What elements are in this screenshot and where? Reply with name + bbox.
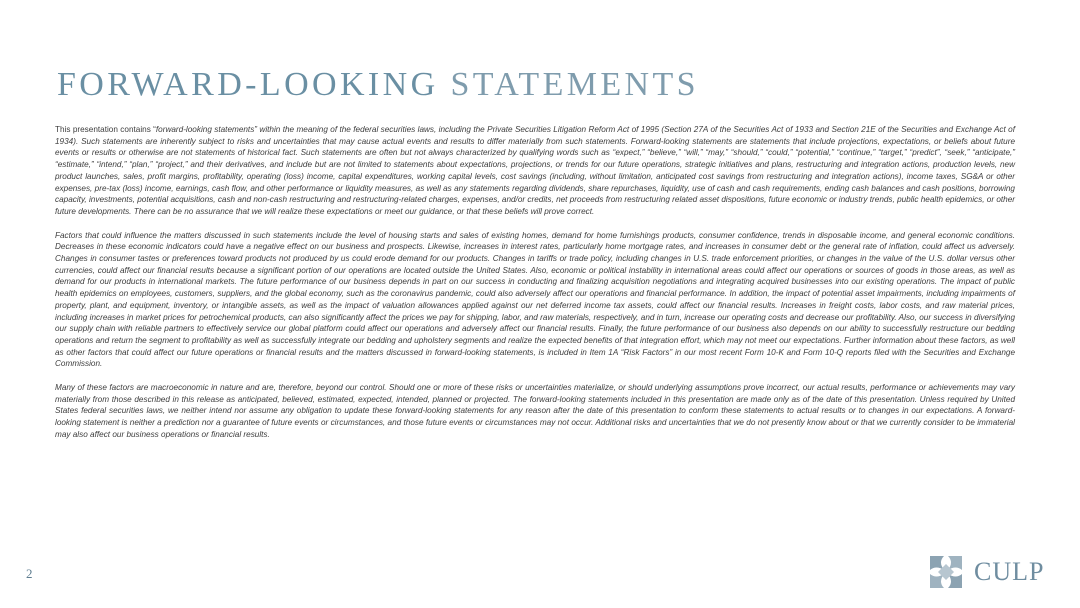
paragraph-1-lead: This presentation contains “ <box>55 125 156 134</box>
disclaimer-paragraph-3: Many of these factors are macroeconomic in nature and are, therefore, beyond our control. Should one or more of these risks or uncertainties materialize, or should underlying assumptions prove incorrect, our actual results, performance or achievements may vary materially from those described in this release as anticipated, believed, estimated, expected, intended, planned or projected. The forward-looking statements included in this presentation are made only as of the date of this presentation. Unless required by United States federal securities laws, we neither intend nor assume any obligation to update these forward-looking statements for any reason after the date of this presentation to conform these statements to actual results or to changes in our expectations. A forward-looking statement is neither a prediction nor a guarantee of future events or circumstances, and those future events or circumstances may not occur. Additional risks and uncertainties that we do not presently know about or that we currently consider to be immaterial may also affect our business operations or financial results. <box>55 383 1015 439</box>
disclaimer-body <box>55 124 1015 453</box>
disclaimer-paragraph-1 <box>55 124 1015 218</box>
culp-logo-mark-icon <box>928 554 964 590</box>
culp-logo-text: CULP <box>974 557 1045 586</box>
culp-logo <box>928 552 1044 592</box>
page-title <box>57 66 699 104</box>
disclaimer-paragraph-2: Factors that could influence the matters discussed in such statements include the level of housing starts and sales of existing homes, demand for home furnishings products, consumer confidence, trends in disposable income, and general economic conditions. Decreases in these economic indicators could have a negative effect on our business and prospects. Likewise, increases in interest rates, particularly home mortgage rates, and increases in consumer debt or the general rate of inflation, could affect us adversely. Changes in consumer tastes or preferences toward products not produced by us could erode demand for our products. Changes in tariffs or trade policy, including changes in U.S. trade enforcement priorities, or changes in the value of the U.S. dollar versus other currencies, could affect our financial results because a significant portion of our operations are located outside the United States. Also, economic or political instability in international areas could affect our operations or sources of goods in those areas, as well as demand for our products in international markets. The future performance of our business depends in part on our success in conducting and finalizing acquisition negotiations and integrating acquired businesses into our existing operations. The impact of public health epidemics on employees, customers, suppliers, and the global economy, such as the coronavirus pandemic, could also adversely affect our operations and financial performance. In addition, the impact of potential asset impairments, including impairments of property, plant, and equipment, inventory, or intangible assets, as well as the impact of valuation allowances applied against our net deferred income tax assets, could affect our financial results. Increases in freight costs, labor costs, and raw material prices, including increases in market prices for petrochemical products, can also significantly affect the prices we pay for shipping, labor, and raw materials, respectively, and in turn, increase our operating costs and decrease our profitability. Also, our success in diversifying our supply chain with reliable partners to effectively service our global platform could affect our operations and adversely affect our financial results. Finally, the future performance of our business also depends on our ability to successfully restructure our bedding operations and return the segment to profitability as well as successfully integrate our bedding and upholstery segments and realize the expected benefits of that integration effort, which may not meet our expectations. Further information about these factors, as well as other factors that could affect our future operations or financial results and the matters discussed in forward-looking statements, is included in Item 1A “Risk Factors” in our most recent Form 10-K and Form 10-Q reports filed with the Securities and Exchange Commission. <box>55 230 1015 369</box>
page-title-part2: STATEMENTS <box>450 66 699 103</box>
paragraph-1-text: forward-looking statements” within the meaning of the federal securities laws, including the Private Securities Litigation Reform Act of 1995 (Section 27A of the Securities Act of 1933 and Section 21E of the Securities and Exchange Act of 1934). Such statements are inherently subject to risks and uncertainties that may cause actual events and results to differ materially from such statements. Forward-looking statements are statements that include projections, expectations, or beliefs about future events or results or otherwise are not statements of historical fact. Such statements are often but not always characterized by qualifying words such as “expect,” “believe,” “will,” “may,” “should,” “could,” “potential,” “continue,” “target,” “predict”, “seek,” “anticipate,” “estimate,” “intend,” “plan,” “project,” and their derivatives, and include but are not limited to statements about expectations, projections, or trends for our future operations, strategic initiatives and plans, restructuring and integration actions, production levels, new product launches, sales, profit margins, profitability, operating (loss) income, capital expenditures, working capital levels, cost savings (including, without limitation, anticipated cost savings from restructuring and integration actions), income taxes, SG&A or other expenses, pre-tax (loss) income, earnings, cash flow, and other performance or liquidity measures, as well as any statements regarding dividends, share repurchases, liquidity, use of cash and cash requirements, ending cash balances and cash positions, borrowing capacity, investments, potential acquisitions, cash and non-cash restructuring and restructuring-related charges, expenses, and/or credits, net proceeds from restructuring related asset dispositions, future economic or industry trends, public health epidemics, or other future developments. There can be no assurance that we will realize these expectations or meet our guidance, or that these beliefs will prove correct. <box>55 125 1015 216</box>
page-number: 2 <box>26 566 33 581</box>
page-title-part1: FORWARD-LOOKING <box>57 66 439 103</box>
